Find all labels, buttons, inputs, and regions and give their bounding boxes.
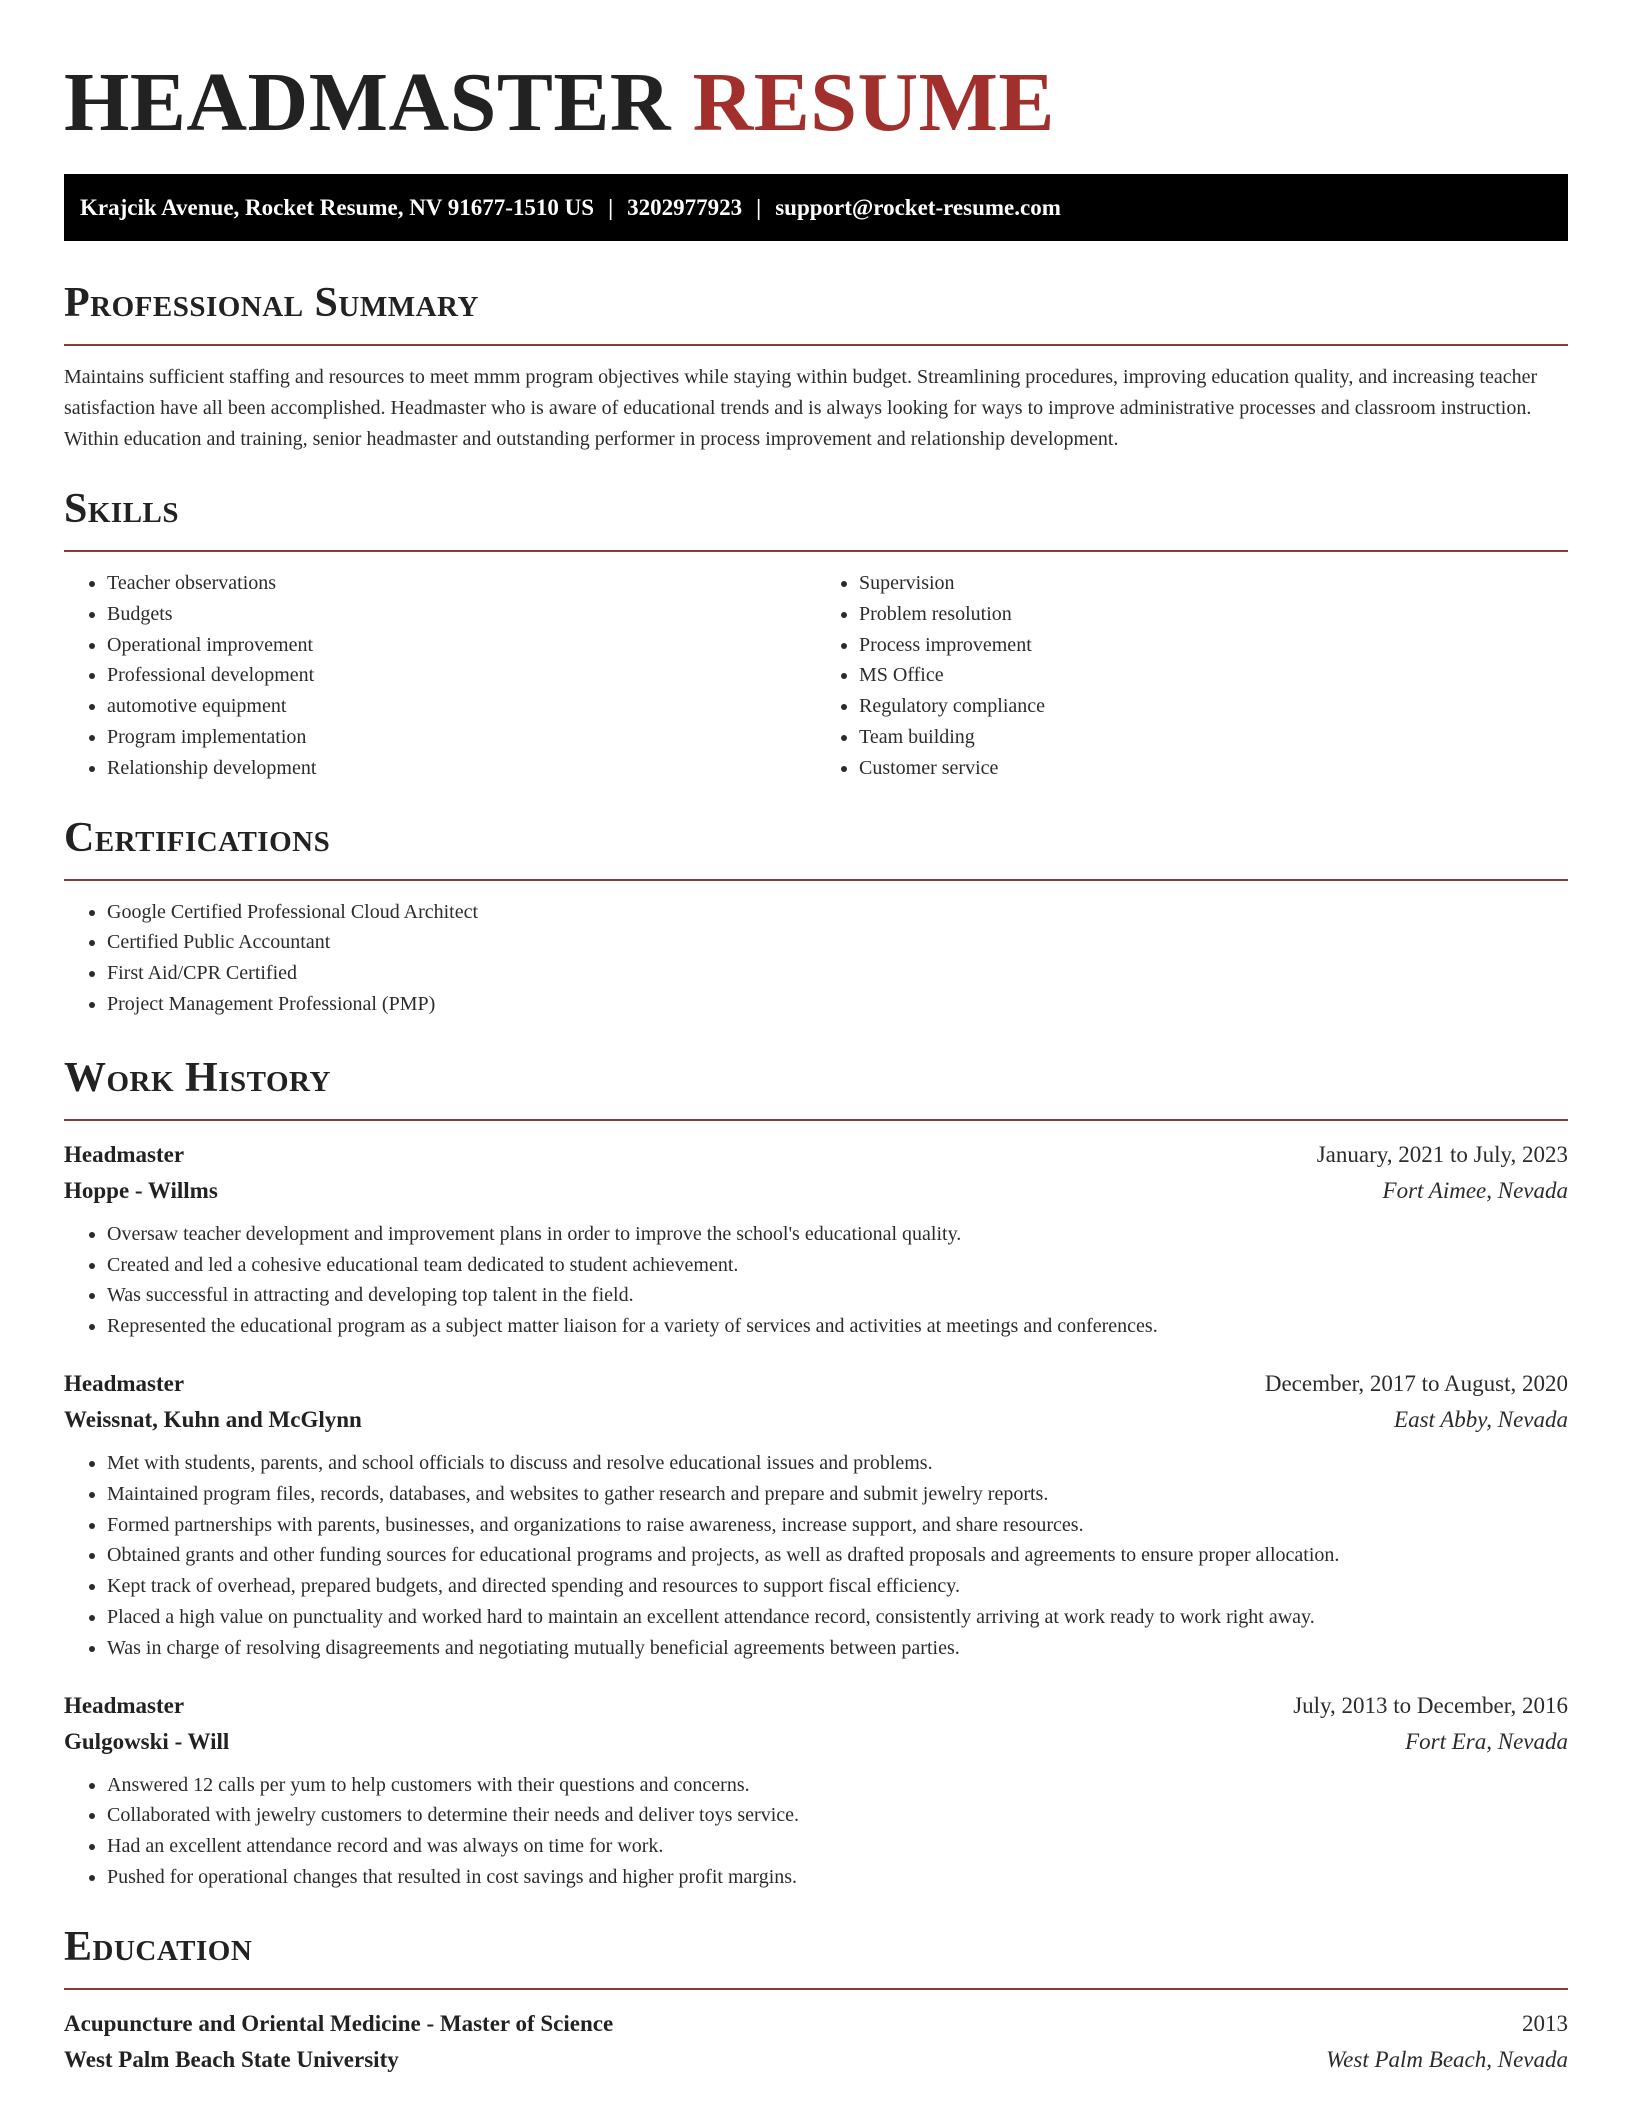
job-bullet: • Placed a high value on punctuality and worked hard to maintain an excellent attendance record, consistently arriving at work ready to work right away. bbox=[107, 1602, 1568, 1633]
work-history-section bbox=[64, 1054, 1568, 1893]
job-bullet: • Met with students, parents, and school officials to discuss and resolve educational issues and problems. bbox=[107, 1448, 1568, 1479]
job-company-row bbox=[64, 1402, 1568, 1438]
job-bullet: • Was in charge of resolving disagreements and negotiating mutually beneficial agreements between parties. bbox=[107, 1633, 1568, 1664]
section-title-certifications: Certifications bbox=[64, 814, 331, 861]
section-divider bbox=[64, 1988, 1568, 1990]
education-degree-row bbox=[64, 2006, 1568, 2042]
job-header-row bbox=[64, 1688, 1568, 1724]
job-bullet: • Represented the educational program as a subject matter liaison for a variety of services and activities at meetings and conferences. bbox=[107, 1311, 1568, 1342]
skill-item: • Budgets bbox=[107, 599, 816, 630]
job-company-row bbox=[64, 1173, 1568, 1209]
certifications-list bbox=[64, 897, 1568, 1020]
skills-section bbox=[64, 485, 1568, 784]
section-title-summary: Professional Summary bbox=[64, 280, 479, 326]
job-position: Headmaster bbox=[64, 1692, 185, 1718]
job-bullet: • Obtained grants and other funding sources for educational programs and projects, as well as drafted proposals and agreements to ensure proper allocation. bbox=[107, 1540, 1568, 1571]
skill-item: • Relationship development bbox=[107, 753, 816, 784]
job-header-row bbox=[64, 1366, 1568, 1402]
title-main: HEADMASTER bbox=[64, 56, 672, 149]
section-title-skills: Skills bbox=[64, 486, 180, 532]
job-location: Fort Era, Nevada bbox=[1405, 1728, 1568, 1754]
job-entry bbox=[64, 1688, 1568, 1893]
job-bullets bbox=[64, 1219, 1568, 1342]
job-bullets bbox=[64, 1770, 1568, 1893]
job-entry bbox=[64, 1137, 1568, 1342]
contact-phone[interactable]: 3202977923 bbox=[627, 195, 743, 220]
job-position: Headmaster bbox=[64, 1370, 185, 1396]
job-bullet: • Had an excellent attendance record and was always on time for work. bbox=[107, 1831, 1568, 1862]
education-location: West Palm Beach, Nevada bbox=[1326, 2046, 1568, 2072]
job-bullet: • Pushed for operational changes that resulted in cost savings and higher profit margins. bbox=[107, 1862, 1568, 1893]
certification-item: • Project Management Professional (PMP) bbox=[107, 989, 1568, 1020]
education-entry bbox=[64, 2006, 1568, 2078]
skill-item: • Customer service bbox=[859, 753, 1568, 784]
skills-list-left bbox=[64, 568, 816, 784]
summary-section bbox=[64, 279, 1568, 455]
section-divider bbox=[64, 879, 1568, 881]
job-bullet: • Oversaw teacher development and improvement plans in order to improve the school's educational quality. bbox=[107, 1219, 1568, 1250]
job-company: Gulgowski - Will bbox=[64, 1728, 230, 1754]
skills-list-right bbox=[816, 568, 1568, 784]
job-company: Weissnat, Kuhn and McGlynn bbox=[64, 1406, 362, 1432]
job-bullets bbox=[64, 1448, 1568, 1664]
summary-text: Maintains sufficient staffing and resources to meet mmm program objectives while staying within budget. Streamlining procedures, improving education quality, and increasing teacher satisfaction have all been accomplished. Headmaster who is aware of educational trends and is always looking for ways to improve administrative processes and classroom instruction. Within education and training, senior headmaster and outstanding performer in process improvement and relationship development. bbox=[64, 366, 1538, 450]
job-company: Hoppe - Willms bbox=[64, 1177, 218, 1203]
education-degree: Acupuncture and Oriental Medicine - Master of Science bbox=[64, 2010, 614, 2036]
certification-item: • First Aid/CPR Certified bbox=[107, 958, 1568, 989]
job-company-row bbox=[64, 1724, 1568, 1760]
skill-item: • Supervision bbox=[859, 568, 1568, 599]
job-bullet: • Collaborated with jewelry customers to determine their needs and deliver toys service. bbox=[107, 1800, 1568, 1831]
job-entry bbox=[64, 1366, 1568, 1664]
skill-item: • Process improvement bbox=[859, 630, 1568, 661]
job-bullet: • Kept track of overhead, prepared budgets, and directed spending and resources to support fiscal efficiency. bbox=[107, 1571, 1568, 1602]
job-bullet: • Maintained program files, records, databases, and websites to gather research and prepare and submit jewelry reports. bbox=[107, 1479, 1568, 1510]
contact-address: Krajcik Avenue, Rocket Resume, NV 91677-1510 US bbox=[80, 195, 595, 220]
education-school-row bbox=[64, 2042, 1568, 2078]
resume-title bbox=[64, 0, 1568, 148]
section-divider bbox=[64, 1119, 1568, 1121]
education-year: 2013 bbox=[1522, 2010, 1568, 2036]
skill-item: • MS Office bbox=[859, 660, 1568, 691]
section-title-education: Education bbox=[64, 1923, 253, 1970]
skill-item: • Team building bbox=[859, 722, 1568, 753]
title-accent: RESUME bbox=[692, 56, 1055, 149]
skill-item: • Program implementation bbox=[107, 722, 816, 753]
job-bullet: • Was successful in attracting and developing top talent in the field. bbox=[107, 1280, 1568, 1311]
job-bullet: • Created and led a cohesive educational team dedicated to student achievement. bbox=[107, 1250, 1568, 1281]
education-section bbox=[64, 1923, 1568, 2078]
certification-item: • Certified Public Accountant bbox=[107, 927, 1568, 958]
job-bullet: • Formed partnerships with parents, businesses, and organizations to raise awareness, increase support, and share resources. bbox=[107, 1510, 1568, 1541]
contact-email[interactable]: support@rocket-resume.com bbox=[775, 195, 1061, 220]
skill-item: • automotive equipment bbox=[107, 691, 816, 722]
job-position: Headmaster bbox=[64, 1141, 185, 1167]
skill-item: • Regulatory compliance bbox=[859, 691, 1568, 722]
skill-item: • Teacher observations bbox=[107, 568, 816, 599]
job-header-row bbox=[64, 1137, 1568, 1173]
job-dates: December, 2017 to August, 2020 bbox=[1264, 1370, 1568, 1396]
contact-separator: | bbox=[608, 195, 614, 220]
job-location: East Abby, Nevada bbox=[1394, 1406, 1568, 1432]
skill-item: • Operational improvement bbox=[107, 630, 816, 661]
job-dates: January, 2021 to July, 2023 bbox=[1316, 1141, 1568, 1167]
education-school: West Palm Beach State University bbox=[64, 2046, 399, 2072]
certifications-section bbox=[64, 814, 1568, 1020]
skill-item: • Problem resolution bbox=[859, 599, 1568, 630]
contact-separator: | bbox=[756, 195, 762, 220]
section-divider bbox=[64, 550, 1568, 552]
job-location: Fort Aimee, Nevada bbox=[1382, 1177, 1568, 1203]
certification-item: • Google Certified Professional Cloud Architect bbox=[107, 897, 1568, 928]
job-dates: July, 2013 to December, 2016 bbox=[1293, 1692, 1568, 1718]
contact-bar bbox=[64, 174, 1568, 241]
skill-item: • Professional development bbox=[107, 660, 816, 691]
section-title-work-history: Work History bbox=[64, 1054, 331, 1101]
job-bullet: • Answered 12 calls per yum to help customers with their questions and concerns. bbox=[107, 1770, 1568, 1801]
section-divider bbox=[64, 344, 1568, 346]
skills-columns bbox=[64, 568, 1568, 784]
